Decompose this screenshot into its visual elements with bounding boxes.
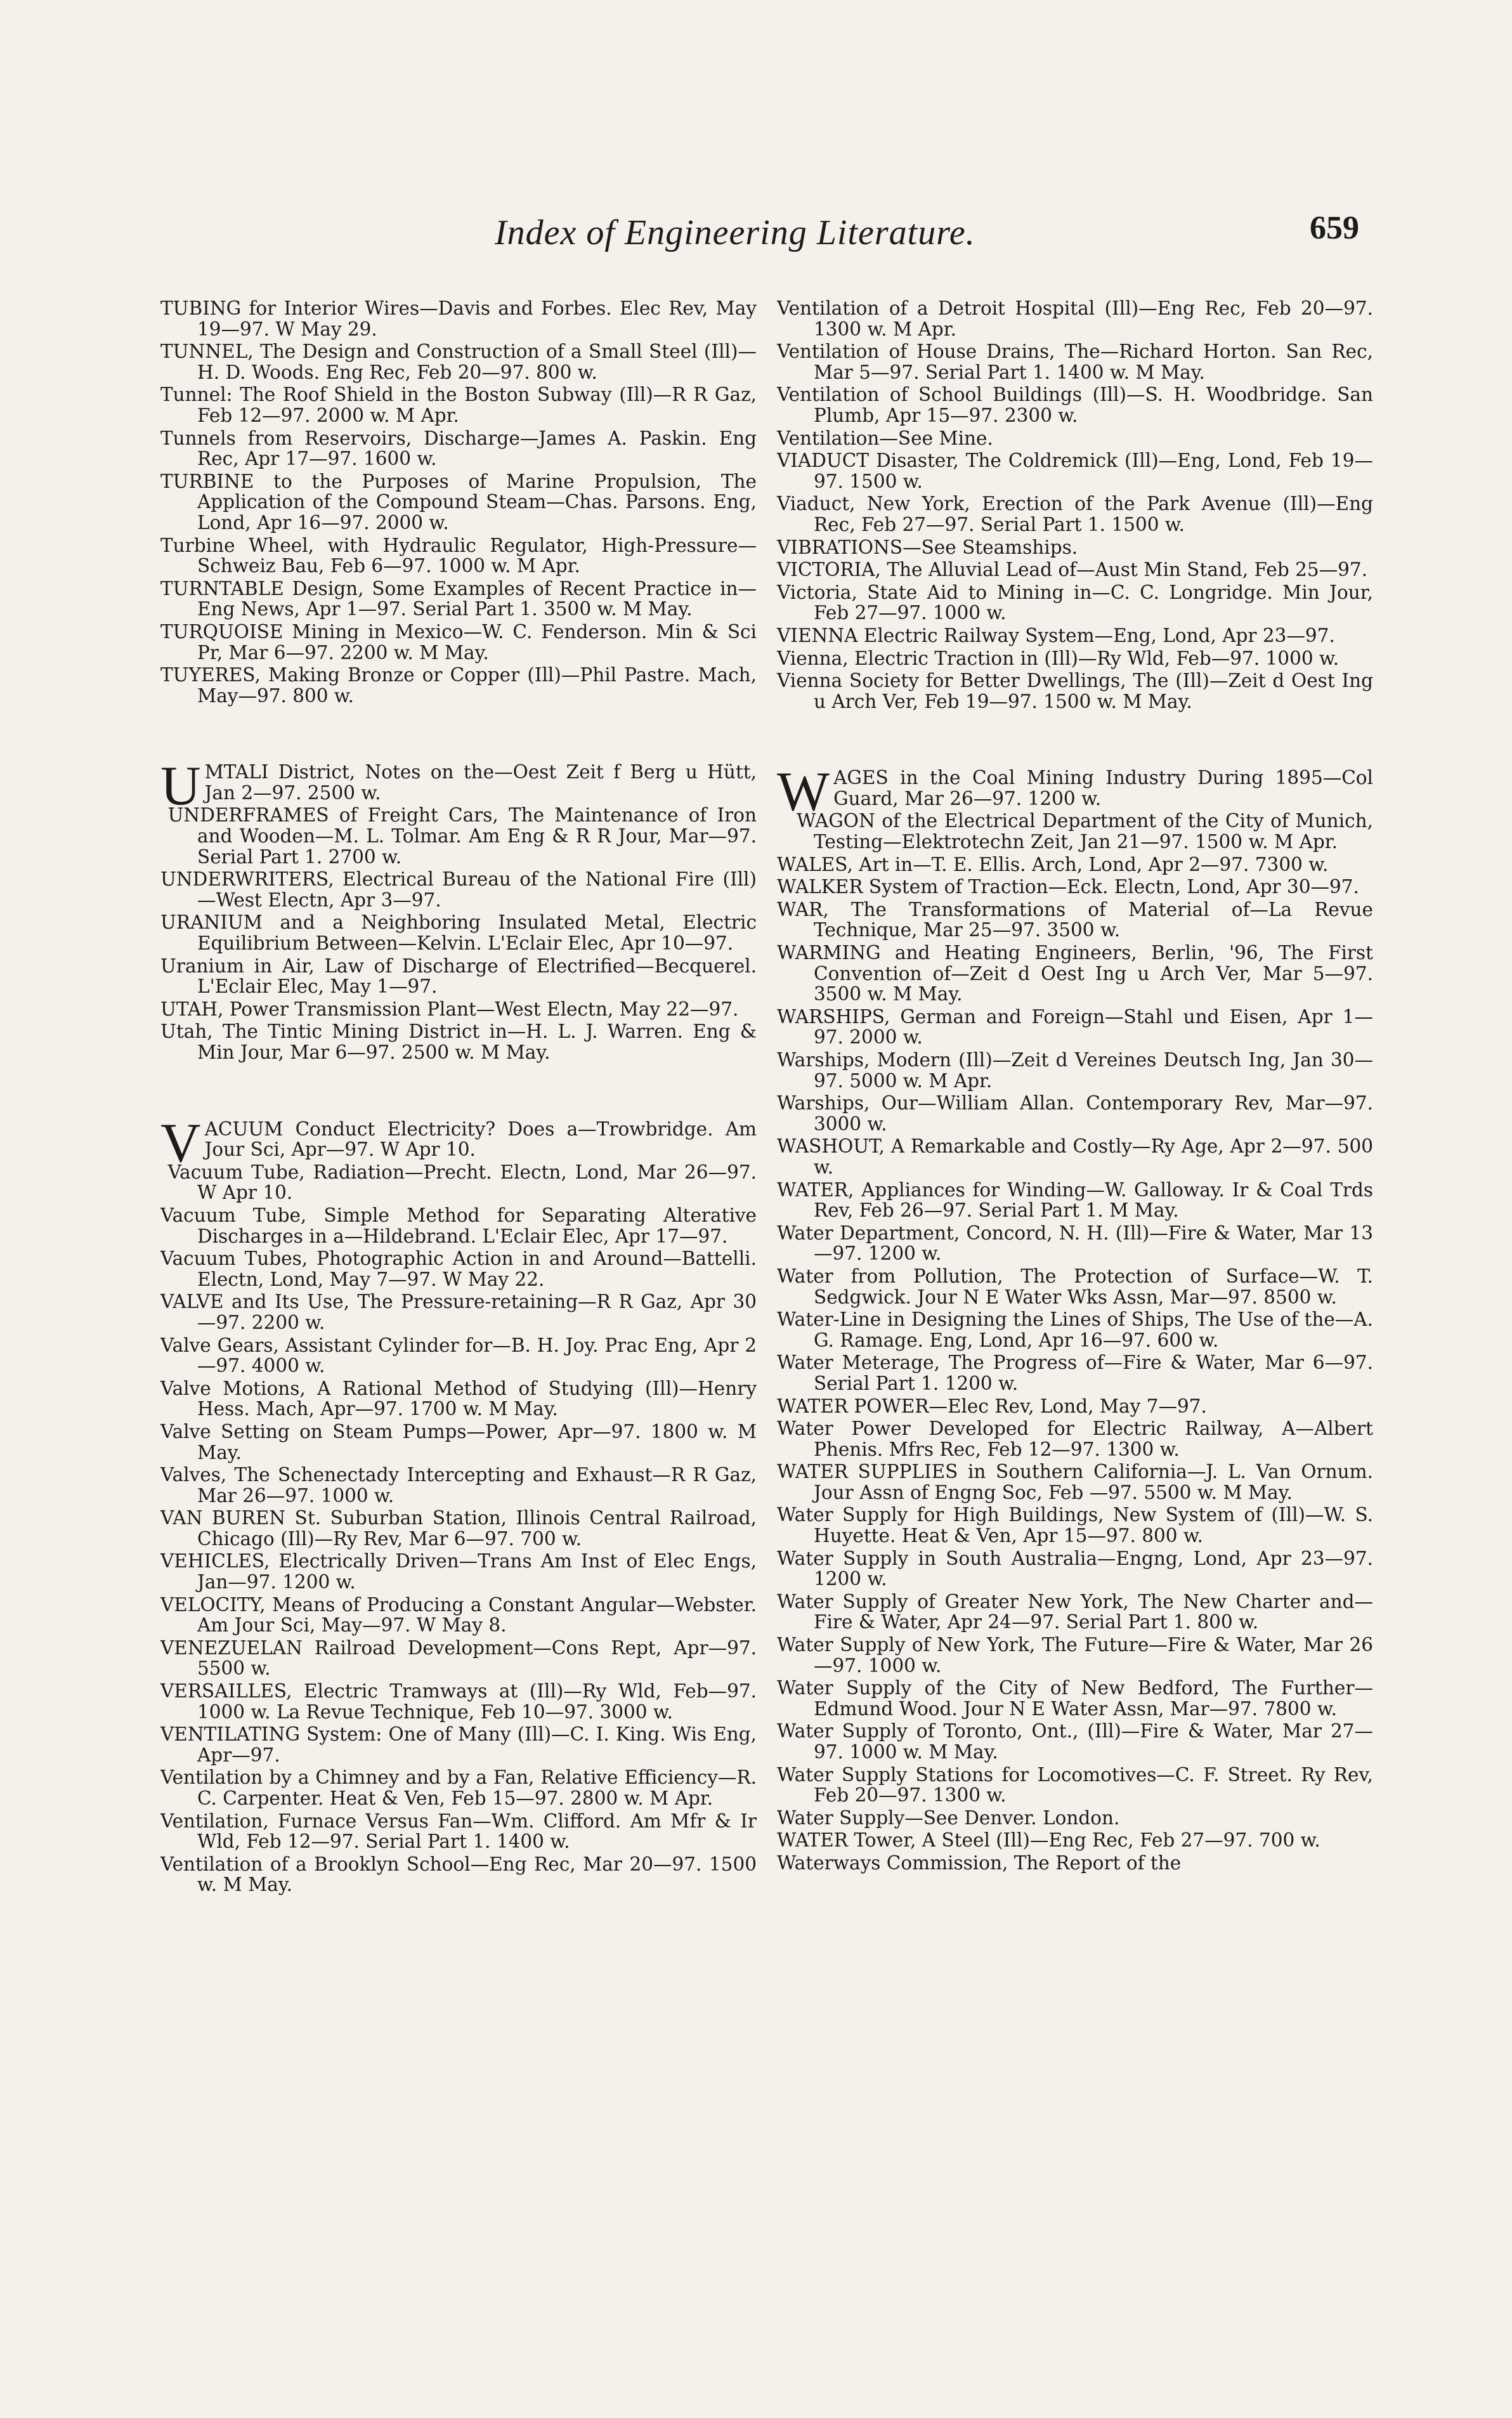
index-entry xyxy=(160,755,757,818)
index-entry: Water Supply—See Denver. London. xyxy=(777,1807,1120,1829)
index-entry: Water Power Developed for Electric Railway, A—Albert Phenis. Mfrs Rec, Feb 12—97. 1300 w. xyxy=(777,1418,1373,1460)
index-entry: Ventilation of a Detroit Hospital (Ill)—Eng Rec, Feb 20—97. 1300 w. M Apr. xyxy=(777,297,1373,340)
index-entry: Valves, The Schenectady Intercepting and Exhaust—R R Gaz, Mar 26—97. 1000 w. xyxy=(160,1464,757,1506)
index-entry: VIBRATIONS—See Steamships. xyxy=(777,536,1078,558)
index-entry: Valve Gears, Assistant Cylinder for—B. H. Joy. Prac Eng, Apr 2—97. 4000 w. xyxy=(160,1334,757,1377)
index-section xyxy=(777,298,1373,712)
drop-capital: W xyxy=(777,761,830,823)
entry-text: ACUUM Conduct Electricity? Does a—Trowbridge. Am Jour Sci, Apr—97. W Apr 10. xyxy=(204,1118,757,1161)
index-entry: Ventilation of House Drains, The—Richard Horton. San Rec, Mar 5—97. Serial Part 1. 1400 w. M May. xyxy=(777,341,1373,383)
index-entry: WARSHIPS, German and Foreign—Stahl und Eisen, Apr 1—97. 2000 w. xyxy=(777,1005,1373,1049)
index-entry xyxy=(160,1112,757,1174)
index-entry: URANIUM and a Neighboring Insulated Metal, Electric Equilibrium Between—Kelvin. L'Eclair Elec, Apr 10—97. xyxy=(160,912,757,955)
index-entry: Ventilation by a Chimney and by a Fan, Relative Efficiency—R. C. Carpenter. Heat & Ven, Feb 15—97. 2800 w. M Apr. xyxy=(160,1767,757,1809)
index-entry: WAR, The Transformations of Material of—La Revue Technique, Mar 25—97. 3500 w. xyxy=(777,898,1373,941)
index-entry: Ventilation of School Buildings (Ill)—S. H. Woodbridge. San Plumb, Apr 15—97. 2300 w. xyxy=(777,384,1373,426)
index-entry: Vacuum Tubes, Photographic Action in and Around—Battelli. Electn, Lond, May 7—97. W May 22. xyxy=(160,1248,757,1290)
index-entry: TUYERES, Making Bronze or Copper (Ill)—Phil Pastre. Mach, May—97. 800 w. xyxy=(160,664,757,707)
index-entry: WALES, Art in—T. E. Ellis. Arch, Lond, Apr 2—97. 7300 w. xyxy=(777,853,1329,875)
index-entry: Turbine Wheel, with Hydraulic Regulator, High-Pressure—Schweiz Bau, Feb 6—97. 1000 w. M Apr. xyxy=(160,534,757,577)
index-entry: Tunnels from Reservoirs, Discharge—James A. Paskin. Eng Rec, Apr 17—97. 1600 w. xyxy=(160,427,757,470)
index-section xyxy=(160,1112,757,1896)
entry-text: MTALI District, Notes on the—Oest Zeit f Berg u Hütt, Jan 2—97. 2500 w. xyxy=(204,761,757,804)
index-entry: Vienna, Electric Traction in (Ill)—Ry Wld, Feb—97. 1000 w. xyxy=(777,647,1339,669)
index-entry: Water Supply of the City of New Bedford, The Further—Edmund Wood. Jour N E Water Assn, Mar—97. 7800 w. xyxy=(777,1677,1373,1720)
index-entry: Tunnel: The Roof Shield in the Boston Subway (Ill)—R R Gaz, Feb 12—97. 2000 w. M Apr. xyxy=(160,384,757,426)
index-entry: Water Supply of New York, The Future—Fire & Water, Mar 26—97. 1000 w. xyxy=(777,1634,1373,1676)
index-entry: WALKER System of Traction—Eck. Electn, Lond, Apr 30—97. xyxy=(777,876,1359,898)
index-entry: Water Supply of Greater New York, The New Charter and—Fire & Water, Apr 24—97. Serial Part 1. 800 w. xyxy=(777,1590,1373,1633)
index-entry: WATER Tower, A Steel (Ill)—Eng Rec, Feb 27—97. 700 w. xyxy=(777,1829,1320,1852)
index-entry: TURNTABLE Design, Some Examples of Recent Practice in—Eng News, Apr 1—97. Serial Part 1. 3500 w. M May. xyxy=(160,577,757,620)
index-section xyxy=(160,298,757,706)
entry-text: AGES in the Coal Mining Industry During 1895—Col Guard, Mar 26—97. 1200 w. xyxy=(833,767,1373,809)
index-entry: TUBING for Interior Wires—Davis and Forbes. Elec Rev, May 19—97. W May 29. xyxy=(160,297,757,340)
index-entry: Water Supply for High Buildings, New System of (Ill)—W. S. Huyette. Heat & Ven, Apr 15—97. 800 w. xyxy=(777,1504,1373,1547)
index-entry: Water Supply of Toronto, Ont., (Ill)—Fire & Water, Mar 27—97. 1000 w. M May. xyxy=(777,1720,1373,1763)
drop-capital: V xyxy=(160,1112,201,1174)
index-entry: WATER, Appliances for Winding—W. Galloway. Ir & Coal Trds Rev, Feb 26—97. Serial Part 1. M May. xyxy=(777,1179,1373,1222)
index-entry: VIENNA Electric Railway System—Eng, Lond, Apr 23—97. xyxy=(777,624,1335,646)
index-entry: Vienna Society for Better Dwellings, The (Ill)—Zeit d Oest Ing u Arch Ver, Feb 19—97. 1500 w. M May. xyxy=(777,670,1373,712)
index-entry: VERSAILLES, Electric Tramways at (Ill)—Ry Wld, Feb—97. 1000 w. La Revue Technique, Feb 10—97. 3000 w. xyxy=(160,1680,757,1723)
index-entry: Water from Pollution, The Protection of Surface—W. T. Sedgwick. Jour N E Water Wks Assn, Mar—97. 8500 w. xyxy=(777,1265,1373,1308)
index-entry: Water Supply Stations for Locomotives—C. F. Street. Ry Rev, Feb 20—97. 1300 w. xyxy=(777,1763,1373,1807)
right-column xyxy=(777,298,1373,1876)
index-entry: TUNNEL, The Design and Construction of a Small Steel (Ill)—H. D. Woods. Eng Rec, Feb 20—97. 800 w. xyxy=(160,341,757,383)
index-entry: Uranium in Air, Law of Discharge of Electrified—Becquerel. L'Eclair Elec, May 1—97. xyxy=(160,955,757,998)
index-entry: TURBINE to the Purposes of Marine Propulsion, The Application of the Compound Steam—Chas. Parsons. Eng, Lond, Apr 16—97. 2000 w. xyxy=(160,470,757,533)
index-entry: VELOCITY, Means of Producing a Constant Angular—Webster. Am Jour Sci, May—97. W May 8. xyxy=(160,1593,757,1637)
index-entry: WASHOUT, A Remarkable and Costly—Ry Age, Apr 2—97. 500 w. xyxy=(777,1135,1373,1178)
index-entry: TURQUOISE Mining in Mexico—W. C. Fenderson. Min & Sci Pr, Mar 6—97. 2200 w. M May. xyxy=(160,620,757,663)
index-entry: Vacuum Tube, Simple Method for Separating Alterative Discharges in a—Hildebrand. L'Eclair Elec, Apr 17—97. xyxy=(160,1204,757,1247)
index-entry: WARMING and Heating Engineers, Berlin, '96, The First Convention of—Zeit d Oest Ing u Arch Ver, Mar 5—97. 3500 w. M May. xyxy=(777,942,1373,1005)
index-entry: UNDERWRITERS, Electrical Bureau of the National Fire (Ill)—West Electn, Apr 3—97. xyxy=(160,868,757,911)
index-entry: VAN BUREN St. Suburban Station, Illinois Central Railroad, Chicago (Ill)—Ry Rev, Mar 6—97. 700 w. xyxy=(160,1507,757,1550)
drop-capital: U xyxy=(160,755,201,818)
index-entry: Viaduct, New York, Erection of the Park Avenue (Ill)—Eng Rec, Feb 27—97. Serial Part 1. 1500 w. xyxy=(777,493,1373,535)
index-entry: Valve Setting on Steam Pumps—Power, Apr—97. 1800 w. M May. xyxy=(160,1420,757,1463)
index-entry: Utah, The Tintic Mining District in—H. L. J. Warren. Eng & Min Jour, Mar 6—97. 2500 w. M May. xyxy=(160,1021,757,1063)
index-entry: VALVE and Its Use, The Pressure-retaining—R R Gaz, Apr 30—97. 2200 w. xyxy=(160,1291,757,1333)
running-title: Index of Engineering Literature. xyxy=(495,213,975,252)
index-entry: Victoria, State Aid to Mining in—C. C. Longridge. Min Jour, Feb 27—97. 1000 w. xyxy=(777,581,1373,624)
index-section xyxy=(160,755,757,1063)
index-entry xyxy=(777,761,1373,823)
index-entry: UNDERFRAMES of Freight Cars, The Maintenance of Iron and Wooden—M. L. Tolmar. Am Eng & R R Jour, Mar—97. Serial Part 1. 2700 w. xyxy=(167,804,757,868)
index-entry: Waterways Commission, The Report of the xyxy=(777,1852,1182,1874)
index-entry: Ventilation—See Mine. xyxy=(777,427,993,449)
index-entry: Water Department, Concord, N. H. (Ill)—Fire & Water, Mar 13—97. 1200 w. xyxy=(777,1222,1373,1265)
index-entry: Warships, Our—William Allan. Contemporary Rev, Mar—97. 3000 w. xyxy=(777,1092,1373,1135)
index-entry: Water Meterage, The Progress of—Fire & Water, Mar 6—97. Serial Part 1. 1200 w. xyxy=(777,1352,1373,1394)
index-entry: Water Supply in South Australia—Engng, Lond, Apr 23—97. 1200 w. xyxy=(777,1547,1373,1590)
index-entry: Ventilation, Furnace Versus Fan—Wm. Clifford. Am Mfr & Ir Wld, Feb 12—97. Serial Part 1. 1400 w. xyxy=(160,1810,757,1853)
index-entry: Water-Line in Designing the Lines of Ships, The Use of the—A. G. Ramage. Eng, Lond, Apr 16—97. 600 w. xyxy=(777,1309,1373,1351)
left-column xyxy=(160,298,757,1897)
index-entry: WATER POWER—Elec Rev, Lond, May 7—97. xyxy=(777,1395,1207,1417)
index-entry: Vacuum Tube, Radiation—Precht. Electn, Lond, Mar 26—97. W Apr 10. xyxy=(167,1161,757,1204)
page-number: 659 xyxy=(1310,210,1359,246)
index-entry: VENTILATING System: One of Many (Ill)—C. I. King. Wis Eng, Apr—97. xyxy=(160,1723,757,1766)
index-entry: VEHICLES, Electrically Driven—Trans Am Inst of Elec Engs, Jan—97. 1200 w. xyxy=(160,1550,757,1593)
index-entry: Ventilation of a Brooklyn School—Eng Rec, Mar 20—97. 1500 w. M May. xyxy=(160,1853,757,1896)
index-section xyxy=(777,761,1373,1874)
index-entry: VENEZUELAN Railroad Development—Cons Rept, Apr—97. 5500 w. xyxy=(160,1637,757,1680)
index-entry: WAGON of the Electrical Department of the City of Munich, Testing—Elektrotechn Zeit, Jan 21—97. 1500 w. M Apr. xyxy=(797,810,1373,853)
index-entry: Valve Motions, A Rational Method of Studying (Ill)—Henry Hess. Mach, Apr—97. 1700 w. M May. xyxy=(160,1377,757,1420)
index-entry: VICTORIA, The Alluvial Lead of—Aust Min Stand, Feb 25—97. xyxy=(777,559,1368,581)
index-entry: UTAH, Power Transmission Plant—West Electn, May 22—97. xyxy=(160,998,739,1020)
index-entry: WATER SUPPLIES in Southern California—J. L. Van Ornum. Jour Assn of Engng Soc, Feb —97. 5500 w. M May. xyxy=(777,1461,1373,1503)
index-entry: Warships, Modern (Ill)—Zeit d Vereines Deutsch Ing, Jan 30—97. 5000 w. M Apr. xyxy=(777,1049,1373,1092)
index-entry: VIADUCT Disaster, The Coldremick (Ill)—Eng, Lond, Feb 19—97. 1500 w. xyxy=(777,450,1373,492)
